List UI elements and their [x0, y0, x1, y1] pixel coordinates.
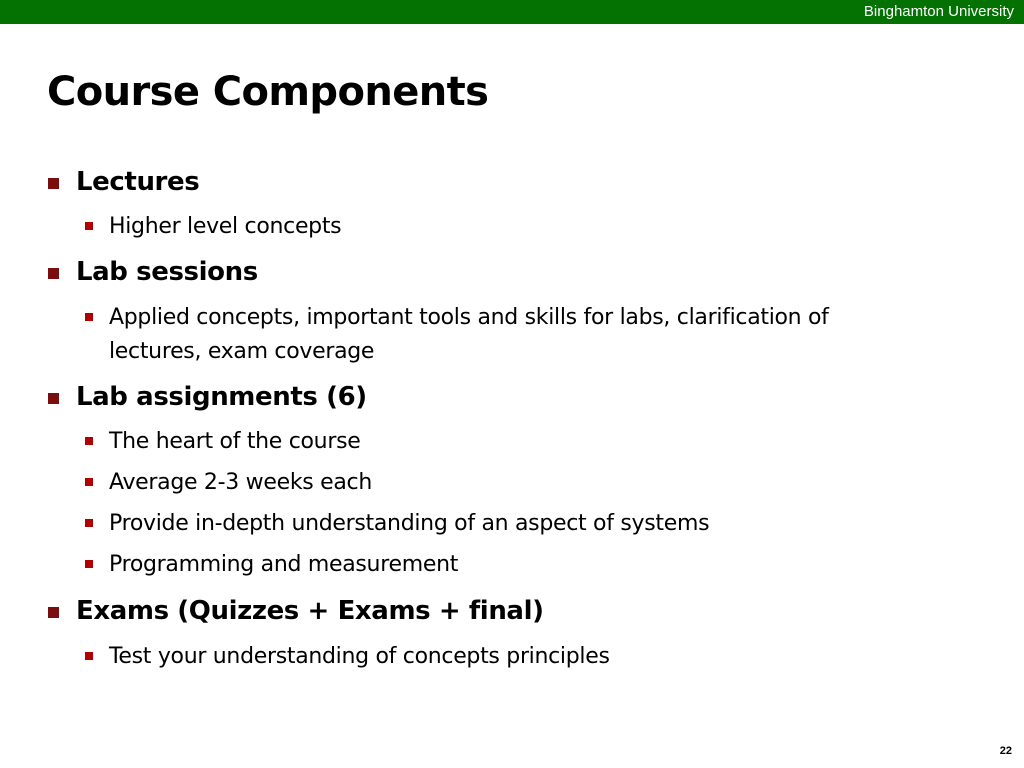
sub-bullet-text: The heart of the course: [109, 429, 361, 454]
sub-bullet-text: Average 2-3 weeks each: [109, 470, 372, 495]
sub-bullet-text: Programming and measurement: [109, 552, 459, 577]
slide-title: Course Components: [47, 69, 489, 115]
square-bullet-icon: [85, 519, 93, 527]
header-bar: [0, 0, 1024, 24]
square-bullet-icon: [48, 268, 59, 279]
square-bullet-icon: [85, 652, 93, 660]
square-bullet-icon: [85, 222, 93, 230]
sub-bullet: [85, 210, 925, 244]
bullet-label: Lab assignments (6): [76, 382, 367, 412]
bullet-label: Exams (Quizzes + Exams + final): [76, 596, 544, 626]
square-bullet-icon: [48, 393, 59, 404]
square-bullet-icon: [85, 313, 93, 321]
sub-bullet: [85, 425, 925, 459]
square-bullet-icon: [85, 560, 93, 568]
square-bullet-icon: [48, 607, 59, 618]
sub-bullet-text: Applied concepts, important tools and skills for labs, clarification of lectures, exam coverage: [109, 305, 829, 364]
sub-bullet: [85, 466, 925, 500]
bullet-label: Lab sessions: [76, 257, 258, 287]
sub-bullet-text: Test your understanding of concepts principles: [109, 644, 610, 669]
organization-name: Binghamton University: [863, 3, 1014, 20]
sub-bullet: [85, 301, 925, 369]
page-number: 22: [999, 745, 1012, 757]
square-bullet-icon: [85, 478, 93, 486]
sub-bullet-text: Provide in-depth understanding of an aspect of systems: [109, 511, 710, 536]
square-bullet-icon: [48, 178, 59, 189]
sub-bullet: [85, 640, 925, 674]
sub-bullet: [85, 507, 925, 541]
square-bullet-icon: [85, 437, 93, 445]
bullet-label: Lectures: [76, 167, 200, 197]
sub-bullet-text: Higher level concepts: [109, 214, 342, 239]
sub-bullet: [85, 548, 925, 582]
